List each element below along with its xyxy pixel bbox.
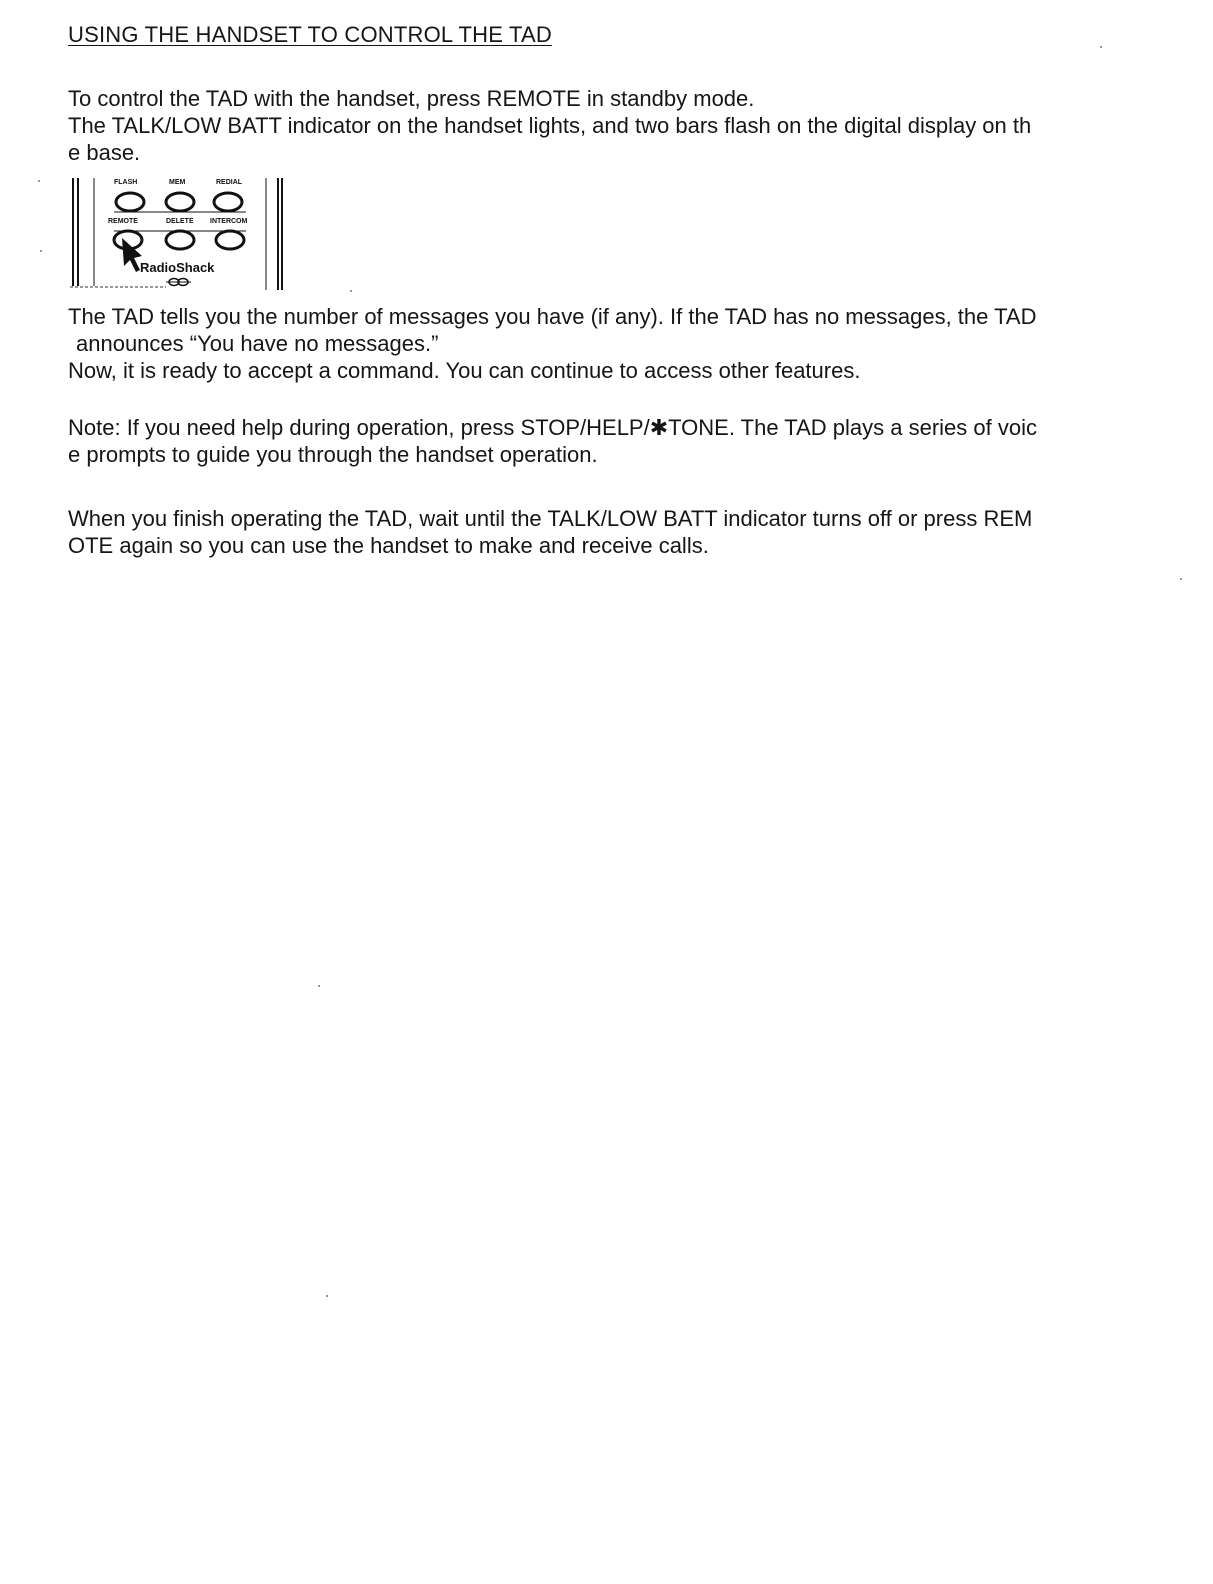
paragraph-line: Now, it is ready to accept a command. You can continue to access other features.: [68, 358, 861, 383]
key-label-redial: REDIAL: [216, 179, 243, 186]
key-label-delete: DELETE: [166, 218, 194, 225]
paragraph-line: e prompts to guide you through the handset operation.: [68, 442, 598, 467]
paragraph-line: e base.: [68, 140, 141, 165]
paragraph-line: OTE again so you can use the handset to make and receive calls.: [68, 533, 709, 558]
brand-logo-text: RadioShack: [140, 260, 215, 275]
scan-speck: [326, 1295, 328, 1297]
scan-speck: [40, 250, 42, 252]
intercom-key: [216, 231, 244, 249]
paragraph-note-help: [68, 414, 1158, 468]
scan-speck: [1180, 578, 1182, 580]
page-heading: USING THE HANDSET TO CONTROL THE TAD: [68, 22, 552, 47]
key-label-remote: REMOTE: [108, 218, 138, 225]
brand-mark-icon: [166, 279, 191, 286]
paragraph-finish-operation: [68, 505, 1158, 559]
flash-key: [116, 193, 144, 211]
scan-speck: [318, 985, 320, 987]
delete-key: [166, 231, 194, 249]
mem-key: [166, 193, 194, 211]
paragraph-line: When you finish operating the TAD, wait until the TALK/LOW BATT indicator turns off or press REM: [68, 506, 1033, 531]
paragraph-line: The TAD tells you the number of messages you have (if any). If the TAD has no messages, the TAD: [68, 304, 1037, 329]
redial-key: [214, 193, 242, 211]
arrow-pointer-icon: [122, 238, 142, 272]
key-label-flash: FLASH: [114, 179, 138, 186]
scan-speck: [350, 290, 352, 292]
key-label-intercom: INTERCOM: [210, 218, 248, 225]
paragraph-line: To control the TAD with the handset, press REMOTE in standby mode.: [68, 86, 755, 111]
scan-speck: [38, 180, 40, 182]
key-label-mem: MEM: [169, 179, 186, 186]
paragraph-line: Note: If you need help during operation, press STOP/HELP/✱TONE. The TAD plays a series of voic: [68, 415, 1037, 440]
paragraph-line: The TALK/LOW BATT indicator on the handset lights, and two bars flash on the digital display on th: [68, 113, 1032, 138]
paragraph-line: announces “You have no messages.”: [76, 331, 439, 356]
handset-keypad-illustration: [70, 174, 292, 294]
paragraph-message-count: [68, 303, 1158, 384]
paragraph-remote-intro: [68, 85, 1158, 166]
scan-speck: [1100, 46, 1102, 48]
